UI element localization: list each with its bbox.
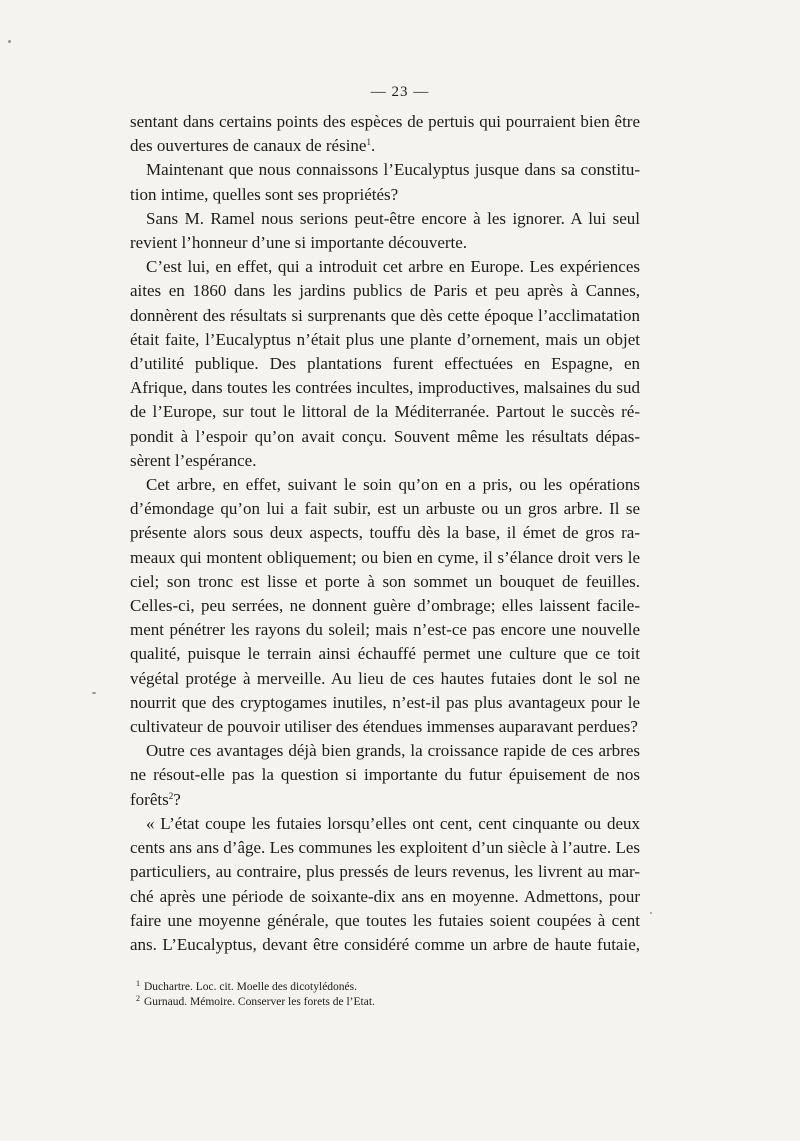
text-line-content: donnèrent des résultats si surprenants que dès cette époque l’acclimatation xyxy=(130,305,640,325)
text-line xyxy=(130,183,640,207)
text-line-content: « L’état coupe les futaies lorsqu’elles ont cent, cent cinquante ou deux xyxy=(146,813,640,833)
text-line xyxy=(130,497,640,521)
text-line-content: ne résout-elle pas la question si importante du futur épuisement de nos xyxy=(130,765,640,785)
footnote xyxy=(130,980,640,995)
text-line xyxy=(130,279,640,303)
text-line-content: Cet arbre, en effet, suivant le soin qu’on en a pris, ou les opérations xyxy=(146,475,640,495)
text-line-content: des ouvertures de canaux de résine xyxy=(130,136,367,156)
body-text xyxy=(130,110,640,957)
footnote-text: Gurnaud. Mémoire. Conserver les forets de l’Etat. xyxy=(144,996,375,1008)
text-line xyxy=(130,860,640,884)
text-line xyxy=(130,836,640,860)
text-line-content: Sans M. Ramel nous serions peut-être encore à les ignorer. A lui seul xyxy=(146,208,640,228)
text-line xyxy=(130,400,640,424)
text-line-suffix: ? xyxy=(173,789,181,809)
text-line xyxy=(130,570,640,594)
footnote xyxy=(130,995,640,1010)
text-line-content: particuliers, au contraire, plus pressés de leurs revenus, les livrent au mar- xyxy=(130,862,640,882)
text-line xyxy=(130,134,640,158)
paper-speck xyxy=(92,692,96,694)
text-line-content: sèrent l’espérance. xyxy=(130,450,257,470)
paper-speck xyxy=(8,40,11,43)
text-line-content: végétal protége à merveille. Au lieu de ces hautes futaies dont le sol ne xyxy=(130,668,640,688)
text-line-content: C’est lui, en effet, qui a introduit cet arbre en Europe. Les expériences xyxy=(146,257,640,277)
text-line-content: ment pénétrer les rayons du soleil; mais n’est-ce pas encore une nouvelle xyxy=(130,620,640,640)
footnote-mark: 2 xyxy=(136,994,140,1003)
paper-speck xyxy=(650,912,652,914)
text-line xyxy=(130,521,640,545)
text-line-content: sentant dans certains points des espèces de pertuis qui pourraient bien être xyxy=(130,112,640,131)
page-number: — 23 — xyxy=(370,84,430,100)
text-line xyxy=(130,231,640,255)
text-line-content: revient l’honneur d’une si importante découverte. xyxy=(130,233,468,253)
text-line xyxy=(130,885,640,909)
text-line-content: meaux qui montent obliquement; ou bien en cyme, il s’élance droit vers le xyxy=(130,547,640,567)
text-line xyxy=(130,667,640,691)
text-line xyxy=(130,207,640,231)
text-line-content: qualité, puisque le terrain ainsi échauffé permet une culture que ce toit xyxy=(130,644,640,664)
text-line-content: de l’Europe, sur tout le littoral de la Méditerranée. Partout le succès ré- xyxy=(130,402,640,422)
text-line-content: forêts xyxy=(130,789,169,809)
text-line xyxy=(130,546,640,570)
text-line-content: d’utilité publique. Des plantations furent effectuées en Espagne, en xyxy=(130,354,640,374)
text-line xyxy=(130,328,640,352)
text-line-content: ché après une période de soixante-dix ans en moyenne. Admettons, pour xyxy=(130,886,640,906)
footnote-text: Duchartre. Loc. cit. Moelle des dicotylédonés. xyxy=(144,981,357,993)
text-line-content: était faite, l’Eucalyptus n’était plus une plante d’ornement, mais un objet xyxy=(130,329,640,349)
text-line-content: Maintenant que nous connaissons l’Eucalyptus jusque dans sa constitu- xyxy=(146,160,640,180)
text-line xyxy=(130,425,640,449)
text-line xyxy=(130,449,640,473)
footnotes xyxy=(130,980,640,1010)
text-line xyxy=(130,158,640,182)
text-line-content: nourrit que des cryptogames inutiles, n’est-il pas plus avantageux pour le xyxy=(130,692,640,712)
footnote-mark: 1 xyxy=(136,979,140,988)
text-line xyxy=(130,110,640,134)
text-line-content: ans. L’Eucalyptus, devant être considéré comme un arbre de haute futaie, xyxy=(130,934,640,954)
text-line xyxy=(130,594,640,618)
text-line xyxy=(130,642,640,666)
text-line xyxy=(130,909,640,933)
text-line xyxy=(130,763,640,787)
text-line xyxy=(130,618,640,642)
text-line xyxy=(130,933,640,957)
text-line-content: Celles-ci, peu serrées, ne donnent guère d’ombrage; elles laissent facile- xyxy=(130,596,640,616)
text-line-content: Outre ces avantages déjà bien grands, la croissance rapide de ces arbres xyxy=(146,741,640,761)
text-line xyxy=(130,473,640,497)
text-line-content: Afrique, dans toutes les contrées incultes, improductives, malsaines du sud xyxy=(130,378,640,398)
text-line xyxy=(130,715,640,739)
text-line-content: cultivateur de pouvoir utiliser des étendues immenses auparavant perdues? xyxy=(130,717,638,737)
text-line xyxy=(130,255,640,279)
text-line xyxy=(130,691,640,715)
text-line-content: aites en 1860 dans les jardins publics de Paris et peu après à Cannes, xyxy=(130,281,640,301)
text-line xyxy=(130,788,640,812)
text-line xyxy=(130,739,640,763)
text-line-content: d’émondage qu’on lui a fait subir, est un arbuste ou un gros arbre. Il se xyxy=(130,499,640,519)
text-line-content: cents ans ans d’âge. Les communes les exploitent d’un siècle à l’autre. Les xyxy=(130,838,640,858)
text-line-content: présente alors sous deux aspects, touffu dès la base, il émet de gros ra- xyxy=(130,523,640,543)
footnote-ref: 1 xyxy=(366,137,371,148)
text-line-content: pondit à l’espoir qu’on avait conçu. Souvent même les résultats dépas- xyxy=(130,426,640,446)
text-line-suffix: . xyxy=(370,136,376,156)
text-line xyxy=(130,376,640,400)
text-line xyxy=(130,352,640,376)
text-line xyxy=(130,304,640,328)
text-line xyxy=(130,812,640,836)
text-line-content: ciel; son tronc est lisse et porte à son sommet un bouquet de feuilles. xyxy=(130,571,640,591)
text-line-content: tion intime, quelles sont ses propriétés? xyxy=(130,184,399,204)
text-line-content: faire une moyenne générale, que toutes les futaies soient coupées à cent xyxy=(130,910,640,930)
footnote-ref: 2 xyxy=(168,790,174,801)
